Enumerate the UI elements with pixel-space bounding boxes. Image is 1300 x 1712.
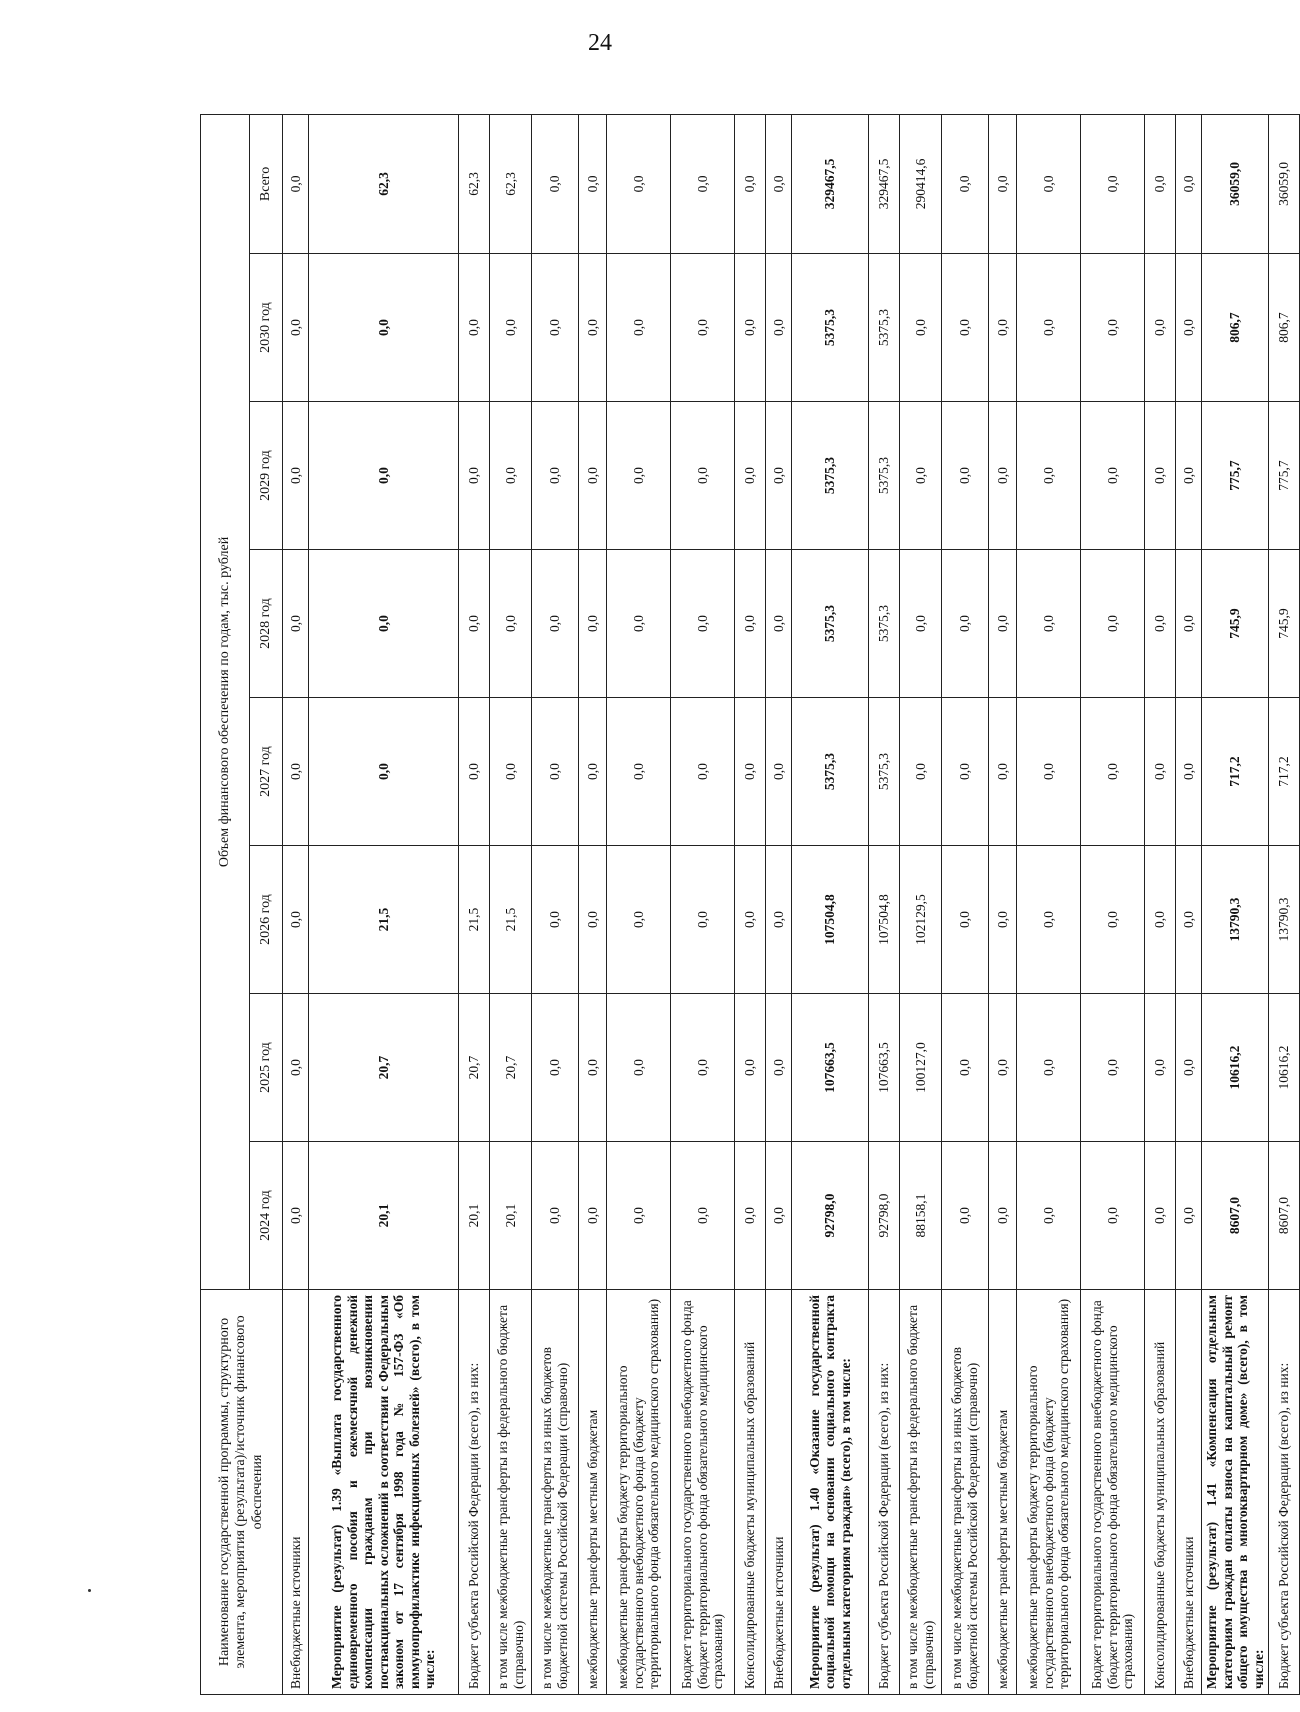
row-value: 0,0 — [607, 402, 671, 550]
row-value: 5375,3 — [869, 254, 900, 402]
row-value: 745,9 — [1269, 550, 1300, 698]
row-value: 0,0 — [532, 698, 579, 846]
row-value: 0,0 — [579, 402, 607, 550]
row-value: 8607,0 — [1269, 1142, 1300, 1290]
table-row — [579, 114, 607, 1694]
row-value: 0,0 — [989, 994, 1017, 1142]
table-row — [1017, 114, 1081, 1694]
row-value: 0,0 — [283, 994, 309, 1142]
row-value: 0,0 — [942, 254, 989, 402]
row-value: 0,0 — [942, 698, 989, 846]
row-value: 20,7 — [309, 994, 459, 1142]
row-name: Мероприятие (результат) 1.39 «Выплата государственного единовременного пособия и ежемесячной денежной компенсации гражданам при возникновении поствакцинальных осложнений в соответствии с Федеральным законом от 17 сентября 1998 года № 157-ФЗ «Об иммунопрофилактике инфекционных болезней» (всего), в том числе: — [309, 1290, 459, 1695]
row-value: 0,0 — [283, 402, 309, 550]
row-value: 0,0 — [532, 1142, 579, 1290]
row-value: 329467,5 — [869, 114, 900, 253]
table-row — [1081, 114, 1145, 1694]
header-year: 2029 год — [250, 402, 283, 550]
row-value: 62,3 — [309, 114, 459, 253]
row-value: 0,0 — [1145, 550, 1176, 698]
row-value: 0,0 — [989, 846, 1017, 994]
table-row — [869, 114, 900, 1694]
row-value: 0,0 — [735, 698, 766, 846]
row-name: Внебюджетные источники — [283, 1290, 309, 1695]
row-value: 0,0 — [989, 1142, 1017, 1290]
row-value: 0,0 — [607, 994, 671, 1142]
row-name: межбюджетные трансферты бюджету территориального государственного внебюджетного фонда (бюджету территориального фонда обязательного медицинского страхования) — [1017, 1290, 1081, 1695]
row-value: 0,0 — [1176, 1142, 1202, 1290]
row-value: 5375,3 — [792, 698, 869, 846]
row-name: Бюджет территориального государственного внебюджетного фонда (бюджет территориального фонда обязательного медицинского страхования) — [671, 1290, 735, 1695]
row-value: 88158,1 — [900, 1142, 942, 1290]
row-value: 0,0 — [671, 402, 735, 550]
row-value: 0,0 — [459, 402, 490, 550]
table-row — [900, 114, 942, 1694]
row-value: 717,2 — [1269, 698, 1300, 846]
row-value: 0,0 — [766, 698, 792, 846]
row-value: 0,0 — [1081, 114, 1145, 253]
table-row — [1176, 114, 1202, 1694]
financing-table — [200, 114, 1300, 1695]
rotated-table-container — [200, 115, 1292, 1695]
row-name: в том числе межбюджетные трансферты из федерального бюджета (справочно) — [900, 1290, 942, 1695]
row-value: 0,0 — [532, 846, 579, 994]
row-value: 0,0 — [1145, 698, 1176, 846]
row-value: 0,0 — [1145, 994, 1176, 1142]
row-name: в том числе межбюджетные трансферты из иных бюджетов бюджетной системы Российской Федерации (справочно) — [942, 1290, 989, 1695]
row-name: Внебюджетные источники — [766, 1290, 792, 1695]
row-value: 0,0 — [1081, 1142, 1145, 1290]
row-value: 0,0 — [490, 698, 532, 846]
row-value: 0,0 — [766, 114, 792, 253]
row-value: 0,0 — [283, 698, 309, 846]
row-value: 0,0 — [735, 846, 766, 994]
row-value: 0,0 — [1081, 846, 1145, 994]
row-value: 0,0 — [1176, 846, 1202, 994]
header-year: 2026 год — [250, 846, 283, 994]
header-year: 2027 год — [250, 698, 283, 846]
row-value: 0,0 — [766, 254, 792, 402]
row-value: 0,0 — [900, 550, 942, 698]
row-value: 0,0 — [671, 1142, 735, 1290]
page-number: 24 — [588, 30, 612, 56]
table-row — [309, 114, 459, 1694]
row-value: 0,0 — [1176, 254, 1202, 402]
row-value: 0,0 — [532, 254, 579, 402]
row-value: 0,0 — [989, 402, 1017, 550]
row-value: 36059,0 — [1202, 114, 1269, 253]
header-total: Всего — [250, 114, 283, 253]
row-value: 0,0 — [942, 1142, 989, 1290]
row-value: 0,0 — [671, 254, 735, 402]
table-row — [735, 114, 766, 1694]
row-value: 0,0 — [309, 254, 459, 402]
row-value: 0,0 — [1017, 114, 1081, 253]
row-value: 0,0 — [942, 550, 989, 698]
row-value: 0,0 — [607, 698, 671, 846]
row-value: 107504,8 — [869, 846, 900, 994]
table-row — [532, 114, 579, 1694]
row-value: 0,0 — [989, 698, 1017, 846]
row-name: в том числе межбюджетные трансферты из иных бюджетов бюджетной системы Российской Федерации (справочно) — [532, 1290, 579, 1695]
table-row — [989, 114, 1017, 1694]
row-value: 20,7 — [490, 994, 532, 1142]
row-value: 102129,5 — [900, 846, 942, 994]
row-value: 0,0 — [989, 114, 1017, 253]
row-value: 62,3 — [490, 114, 532, 253]
row-value: 775,7 — [1269, 402, 1300, 550]
row-value: 0,0 — [1145, 402, 1176, 550]
row-value: 0,0 — [283, 254, 309, 402]
row-value: 20,1 — [459, 1142, 490, 1290]
row-value: 0,0 — [1145, 1142, 1176, 1290]
row-value: 13790,3 — [1202, 846, 1269, 994]
row-value: 0,0 — [671, 550, 735, 698]
row-value: 0,0 — [766, 994, 792, 1142]
row-value: 92798,0 — [869, 1142, 900, 1290]
scan-speck — [88, 1589, 91, 1592]
table-row — [1269, 114, 1300, 1694]
row-value: 0,0 — [579, 846, 607, 994]
row-name: Консолидированные бюджеты муниципальных образований — [735, 1290, 766, 1695]
row-value: 0,0 — [942, 846, 989, 994]
row-value: 0,0 — [671, 114, 735, 253]
row-value: 0,0 — [942, 114, 989, 253]
row-name: межбюджетные трансферты местным бюджетам — [579, 1290, 607, 1695]
row-value: 0,0 — [607, 114, 671, 253]
row-value: 5375,3 — [792, 402, 869, 550]
row-value: 0,0 — [1017, 550, 1081, 698]
row-value: 329467,5 — [792, 114, 869, 253]
header-name: Наименование государственной программы, структурного элемента, мероприятия (результата)/источник финансового обеспечения — [201, 1290, 283, 1695]
row-value: 0,0 — [1176, 994, 1202, 1142]
row-value: 20,7 — [459, 994, 490, 1142]
row-name: Внебюджетные источники — [1176, 1290, 1202, 1695]
row-value: 0,0 — [490, 254, 532, 402]
row-value: 0,0 — [490, 402, 532, 550]
table-row — [671, 114, 735, 1694]
row-value: 0,0 — [1081, 994, 1145, 1142]
row-value: 0,0 — [989, 254, 1017, 402]
header-year: 2024 год — [250, 1142, 283, 1290]
row-value: 0,0 — [459, 550, 490, 698]
row-value: 0,0 — [1145, 846, 1176, 994]
row-name: Бюджет субъекта Российской Федерации (всего), из них: — [1269, 1290, 1300, 1695]
row-value: 0,0 — [735, 1142, 766, 1290]
table-row — [1145, 114, 1176, 1694]
row-name: Бюджет территориального государственного внебюджетного фонда (бюджет территориального фонда обязательного медицинского страхования) — [1081, 1290, 1145, 1695]
table-header-row — [201, 114, 250, 1694]
row-value: 0,0 — [1176, 698, 1202, 846]
row-value: 0,0 — [1081, 402, 1145, 550]
row-value: 92798,0 — [792, 1142, 869, 1290]
table-row — [792, 114, 869, 1694]
table-row — [283, 114, 309, 1694]
row-value: 0,0 — [1017, 1142, 1081, 1290]
row-value: 0,0 — [579, 1142, 607, 1290]
row-value: 21,5 — [490, 846, 532, 994]
table-row — [607, 114, 671, 1694]
row-value: 0,0 — [1081, 550, 1145, 698]
row-value: 0,0 — [900, 402, 942, 550]
row-value: 0,0 — [735, 114, 766, 253]
row-value: 100127,0 — [900, 994, 942, 1142]
row-value: 5375,3 — [792, 550, 869, 698]
row-value: 0,0 — [735, 550, 766, 698]
row-name: Консолидированные бюджеты муниципальных образований — [1145, 1290, 1176, 1695]
header-year: 2025 год — [250, 994, 283, 1142]
row-value: 775,7 — [1202, 402, 1269, 550]
row-value: 0,0 — [1145, 114, 1176, 253]
row-value: 10616,2 — [1269, 994, 1300, 1142]
row-value: 8607,0 — [1202, 1142, 1269, 1290]
row-value: 0,0 — [900, 254, 942, 402]
row-value: 0,0 — [607, 254, 671, 402]
row-value: 0,0 — [579, 254, 607, 402]
row-value: 0,0 — [579, 550, 607, 698]
row-value: 21,5 — [459, 846, 490, 994]
row-value: 0,0 — [766, 846, 792, 994]
row-name: в том числе межбюджетные трансферты из федерального бюджета (справочно) — [490, 1290, 532, 1695]
row-value: 107663,5 — [869, 994, 900, 1142]
row-name: Мероприятие (результат) 1.40 «Оказание государственной социальной помощи на основании социального контракта отдельным категориям граждан» (всего), в том числе: — [792, 1290, 869, 1695]
row-value: 0,0 — [735, 254, 766, 402]
row-value: 0,0 — [671, 846, 735, 994]
row-value: 0,0 — [942, 402, 989, 550]
row-value: 0,0 — [671, 994, 735, 1142]
row-value: 0,0 — [989, 550, 1017, 698]
row-value: 0,0 — [735, 402, 766, 550]
row-value: 0,0 — [1017, 254, 1081, 402]
row-value: 0,0 — [490, 550, 532, 698]
row-value: 0,0 — [766, 402, 792, 550]
row-value: 0,0 — [1017, 846, 1081, 994]
row-value: 36059,0 — [1269, 114, 1300, 253]
row-value: 0,0 — [1081, 698, 1145, 846]
row-value: 0,0 — [1176, 550, 1202, 698]
row-name: межбюджетные трансферты местным бюджетам — [989, 1290, 1017, 1695]
row-name: межбюджетные трансферты бюджету территориального государственного внебюджетного фонда (бюджету территориального фонда обязательного медицинского страхования) — [607, 1290, 671, 1695]
row-value: 20,1 — [309, 1142, 459, 1290]
row-value: 717,2 — [1202, 698, 1269, 846]
row-value: 0,0 — [309, 698, 459, 846]
row-value: 107504,8 — [792, 846, 869, 994]
row-value: 806,7 — [1202, 254, 1269, 402]
table-row — [490, 114, 532, 1694]
row-value: 0,0 — [1017, 402, 1081, 550]
row-value: 0,0 — [579, 114, 607, 253]
row-value: 62,3 — [459, 114, 490, 253]
row-value: 0,0 — [532, 550, 579, 698]
table-row — [1202, 114, 1269, 1694]
row-name: Бюджет субъекта Российской Федерации (всего), из них: — [459, 1290, 490, 1695]
table-row — [766, 114, 792, 1694]
row-value: 0,0 — [607, 550, 671, 698]
row-value: 0,0 — [283, 846, 309, 994]
row-value: 0,0 — [1081, 254, 1145, 402]
row-value: 0,0 — [942, 994, 989, 1142]
table-row — [459, 114, 490, 1694]
row-value: 20,1 — [490, 1142, 532, 1290]
row-value: 0,0 — [1017, 994, 1081, 1142]
header-group: Объем финансового обеспечения по годам, тыс. рублей — [201, 114, 250, 1289]
row-value: 10616,2 — [1202, 994, 1269, 1142]
header-year: 2028 год — [250, 550, 283, 698]
row-value: 806,7 — [1269, 254, 1300, 402]
row-value: 5375,3 — [869, 550, 900, 698]
row-value: 0,0 — [607, 1142, 671, 1290]
row-value: 0,0 — [1017, 698, 1081, 846]
row-name: Мероприятие (результат) 1.41 «Компенсация отдельным категориям граждан оплаты взноса на капитальный ремонт общего имущества в многоквартирном доме» (всего), в том числе: — [1202, 1290, 1269, 1695]
row-value: 0,0 — [607, 846, 671, 994]
row-value: 0,0 — [671, 698, 735, 846]
row-value: 745,9 — [1202, 550, 1269, 698]
row-value: 0,0 — [459, 254, 490, 402]
row-value: 0,0 — [283, 1142, 309, 1290]
row-value: 0,0 — [1176, 402, 1202, 550]
row-value: 0,0 — [735, 994, 766, 1142]
table-row — [942, 114, 989, 1694]
row-value: 5375,3 — [869, 402, 900, 550]
row-value: 0,0 — [1176, 114, 1202, 253]
row-value: 0,0 — [309, 550, 459, 698]
row-value: 13790,3 — [1269, 846, 1300, 994]
row-value: 0,0 — [766, 550, 792, 698]
table-body — [283, 114, 1300, 1694]
row-value: 5375,3 — [869, 698, 900, 846]
row-value: 290414,6 — [900, 114, 942, 253]
row-value: 0,0 — [532, 994, 579, 1142]
row-name: Бюджет субъекта Российской Федерации (всего), из них: — [869, 1290, 900, 1695]
row-value: 5375,3 — [792, 254, 869, 402]
row-value: 0,0 — [579, 698, 607, 846]
row-value: 0,0 — [532, 114, 579, 253]
row-value: 0,0 — [309, 402, 459, 550]
row-value: 107663,5 — [792, 994, 869, 1142]
row-value: 0,0 — [283, 114, 309, 253]
row-value: 0,0 — [283, 550, 309, 698]
row-value: 0,0 — [766, 1142, 792, 1290]
row-value: 0,0 — [459, 698, 490, 846]
row-value: 21,5 — [309, 846, 459, 994]
row-value: 0,0 — [532, 402, 579, 550]
row-value: 0,0 — [1145, 254, 1176, 402]
row-value: 0,0 — [900, 698, 942, 846]
row-value: 0,0 — [579, 994, 607, 1142]
header-year: 2030 год — [250, 254, 283, 402]
